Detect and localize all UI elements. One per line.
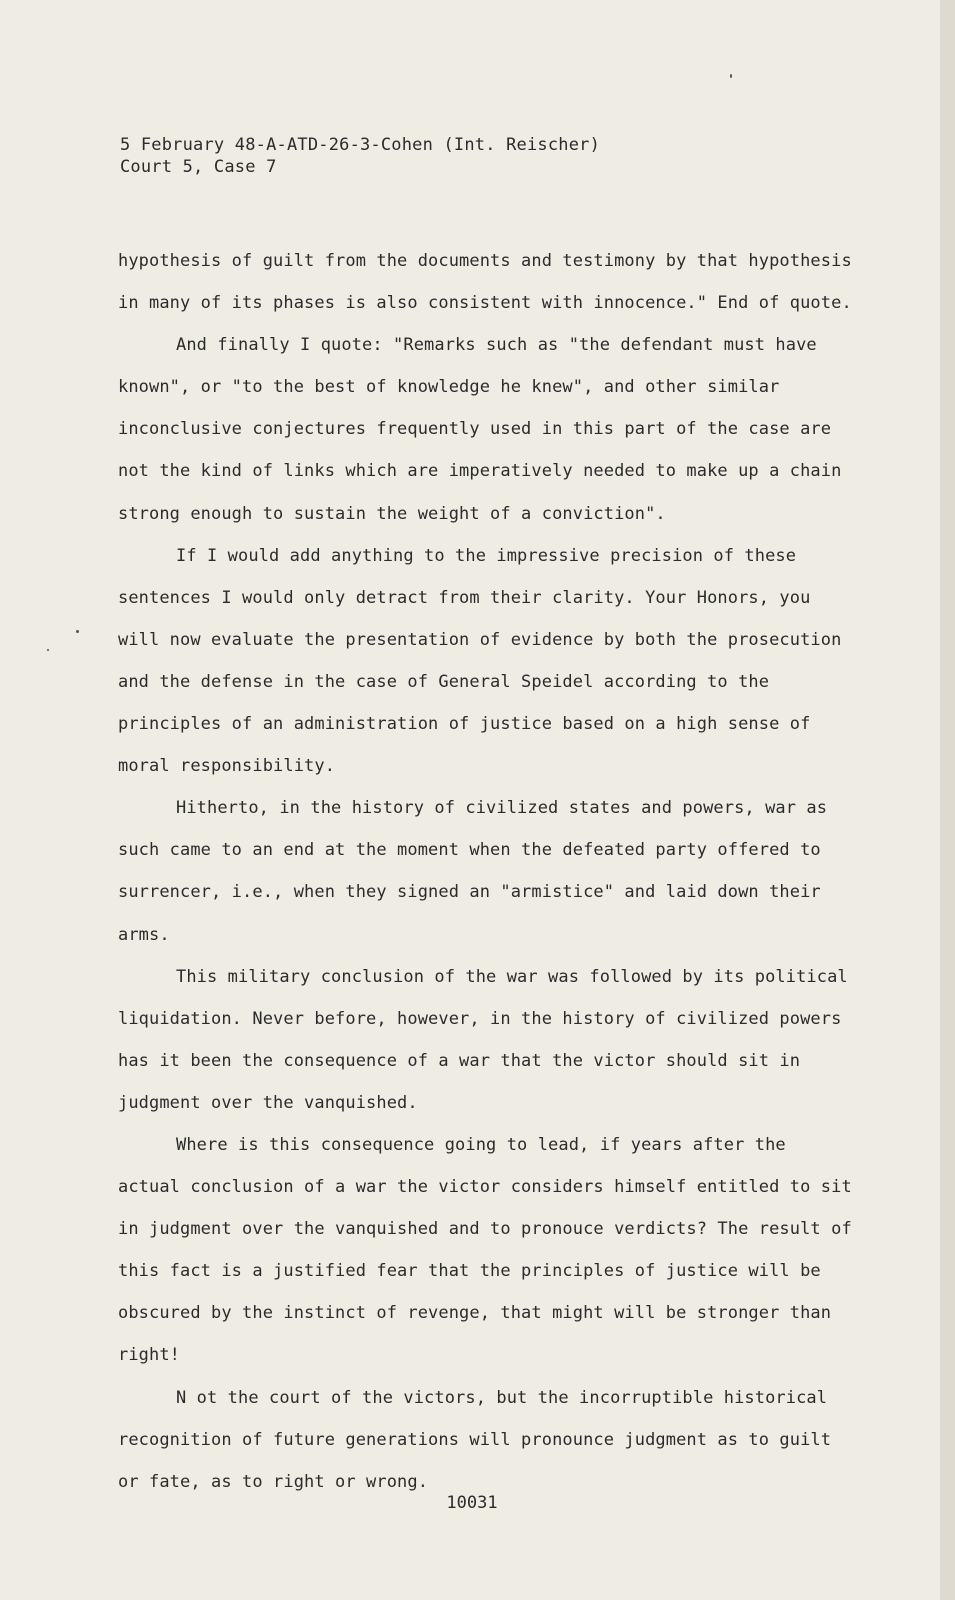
document-body (118, 240, 858, 1503)
paper-speck (76, 630, 79, 633)
page-number: 10031 (446, 1493, 498, 1513)
paragraph-3: If I would add anything to the impressive precision of these sentences I would only detract from their clarity. Your Honors, you will now evaluate the presentation of evidence by both the prosecution and the defense in the case of General Speidel according to the principles of an administration of justice based on a high sense of moral responsibility. (118, 545, 842, 777)
header-court-case: Court 5, Case 7 (120, 157, 277, 177)
header-date-reference: 5 February 48-A-ATD-26-3-Cohen (Int. Reischer) (120, 135, 601, 155)
paper-speck (47, 649, 49, 651)
paper-speck (730, 74, 732, 78)
paragraph-5: This military conclusion of the war was followed by its political liquidation. Never before, however, in the history of civilized powers has it been the consequence of a war that the victor should sit in judgment over the vanquished. (118, 966, 848, 1113)
document-header (120, 134, 600, 178)
paragraph-4: Hitherto, in the history of civilized states and powers, war as such came to an end at the moment when the defeated party offered to surrencer, i.e., when they signed an "armistice" and laid down their arms. (118, 798, 828, 945)
paragraph-7: N ot the court of the victors, but the incorruptible historical recognition of future generations will pronounce judgment as to guilt or fate, as to right or wrong. (118, 1387, 832, 1492)
paragraph-2: And finally I quote: "Remarks such as "the defendant must have known", or "to the best of knowledge he knew", and other similar inconclusive conjectures frequently used in this part of the case are not the kind of links which are imperatively needed to make up a chain strong enough to sustain the weight of a conviction". (118, 335, 842, 524)
paragraph-6: Where is this consequence going to lead, if years after the actual conclusion of a war the victor considers himself entitled to sit in judgment over the vanquished and to pronouce verdicts? The result of this fact is a justified fear that the principles of justice will be obscured by the instinct of revenge, that might will be stronger than right! (118, 1134, 852, 1366)
scan-edge (940, 0, 955, 1600)
paragraph-1: hypothesis of guilt from the documents and testimony by that hypothesis in many of its phases is also consistent with innocence." End of quote. (118, 251, 852, 314)
